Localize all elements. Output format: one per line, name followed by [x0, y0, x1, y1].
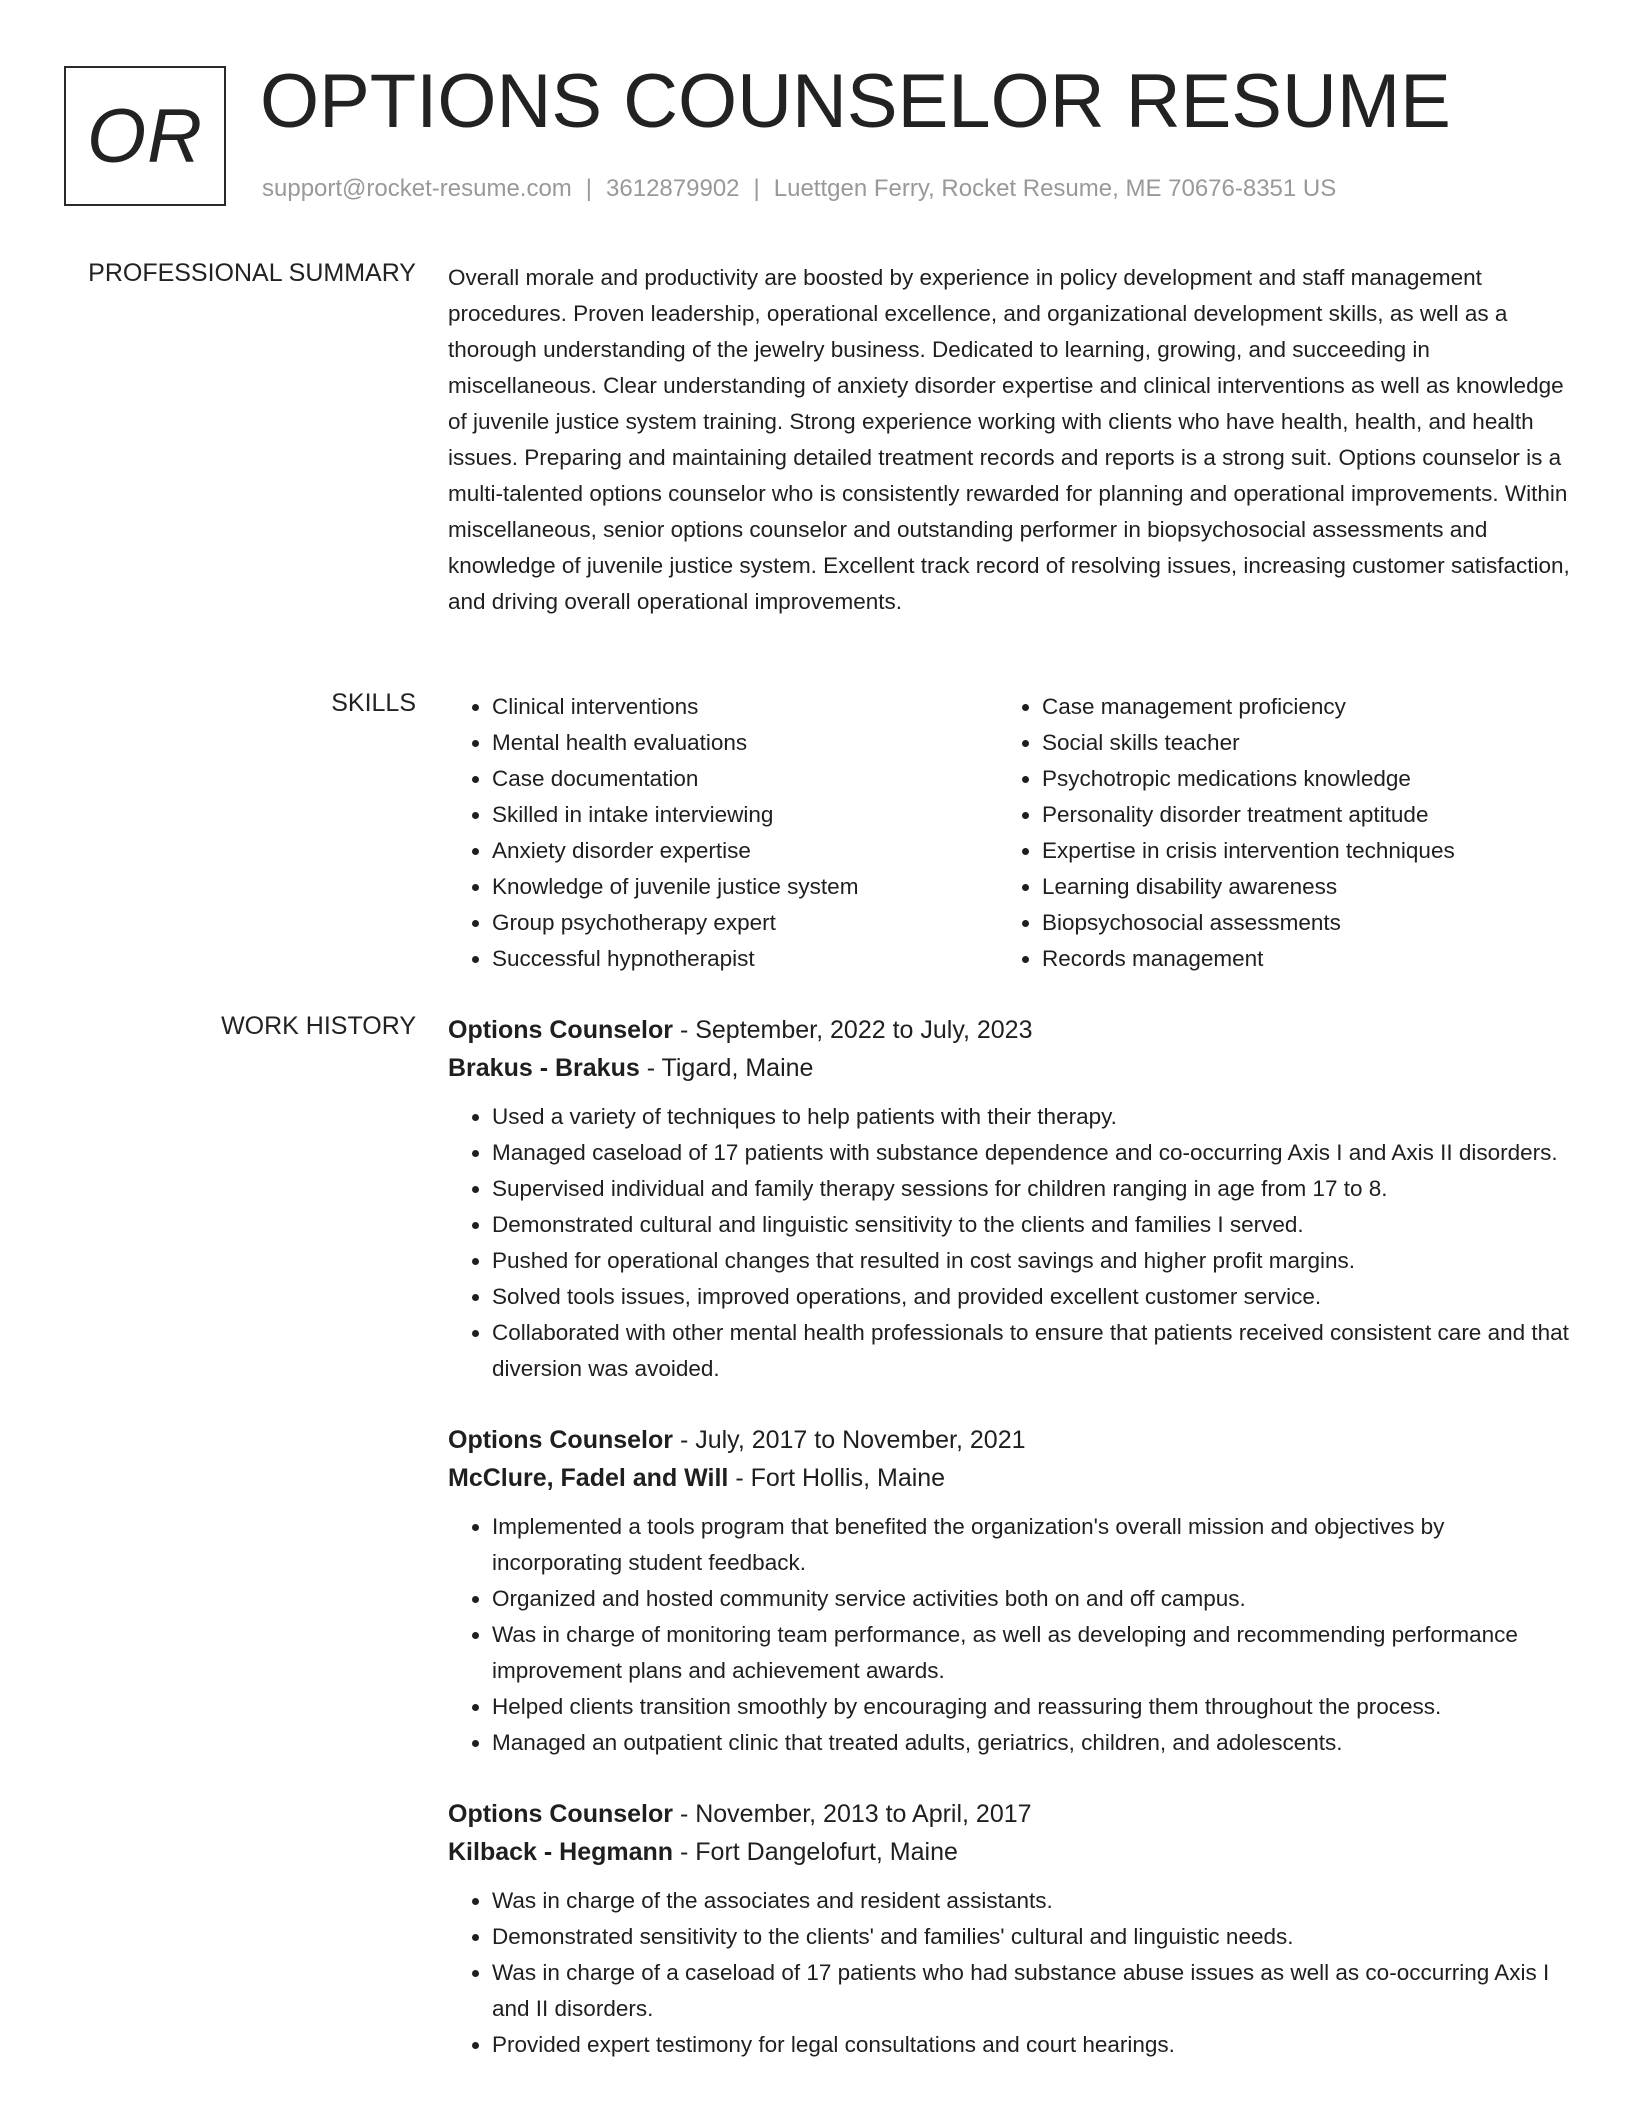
job-title: Options Counselor [448, 1800, 673, 1828]
job-location: - Tigard, Maine [639, 1054, 814, 1082]
skill-item: • Case management proficiency [1042, 689, 1548, 725]
job-bullet: • Was in charge of a caseload of 17 patients who had substance abuse issues as well as co-occurring Axis I and II disorders. [492, 1955, 1570, 2027]
job-company: Kilback - Hegmann [448, 1838, 674, 1866]
job-location: - Fort Hollis, Maine [728, 1464, 946, 1492]
job-bullet: • Provided expert testimony for legal consultations and court hearings. [492, 2027, 1570, 2063]
contact-separator: | [585, 175, 593, 202]
job-bullet: • Used a variety of techniques to help patients with their therapy. [492, 1099, 1570, 1135]
skill-item: • Personality disorder treatment aptitude [1042, 797, 1548, 833]
skill-item: • Group psychotherapy expert [492, 905, 998, 941]
job-bullet: • Was in charge of the associates and resident assistants. [492, 1883, 1570, 1919]
contact-line [262, 175, 1336, 203]
job-title-line [448, 1011, 1570, 1049]
job-bullet: • Demonstrated sensitivity to the clients' and families' cultural and linguistic needs. [492, 1919, 1570, 1955]
job-location: - Fort Dangelofurt, Maine [673, 1838, 958, 1866]
contact-separator: | [753, 175, 760, 202]
skills-list-right [998, 689, 1548, 977]
job-bullet-list [448, 1883, 1570, 2063]
job-bullet: • Collaborated with other mental health professionals to ensure that patients received consistent care and that diversion was avoided. [492, 1315, 1570, 1387]
skill-item: • Expertise in crisis intervention techniques [1042, 833, 1548, 869]
job-bullet: • Managed an outpatient clinic that treated adults, geriatrics, children, and adolescents. [492, 1725, 1570, 1761]
job-bullet: • Solved tools issues, improved operations, and provided excellent customer service. [492, 1279, 1570, 1315]
job-company-line [448, 1049, 1570, 1087]
contact-email[interactable]: support@rocket-resume.com [262, 175, 572, 202]
job-company: McClure, Fadel and Will [448, 1464, 729, 1492]
job-company-line [448, 1459, 1570, 1497]
skill-item: • Anxiety disorder expertise [492, 833, 998, 869]
job-bullet: • Pushed for operational changes that resulted in cost savings and higher profit margins. [492, 1243, 1570, 1279]
job-bullet: • Demonstrated cultural and linguistic sensitivity to the clients and families I served. [492, 1207, 1570, 1243]
job-bullet-list [448, 1509, 1570, 1761]
job-dates: - July, 2017 to November, 2021 [673, 1426, 1026, 1454]
skill-item: • Knowledge of juvenile justice system [492, 869, 998, 905]
skills-heading: SKILLS [331, 689, 416, 717]
job-title-line [448, 1421, 1570, 1459]
summary-heading: PROFESSIONAL SUMMARY [88, 259, 416, 287]
skill-item: • Mental health evaluations [492, 725, 998, 761]
job-company: Brakus - Brakus [448, 1054, 640, 1082]
job-title: Options Counselor [448, 1426, 673, 1454]
skill-item: • Social skills teacher [1042, 725, 1548, 761]
work-history-heading: WORK HISTORY [221, 1012, 416, 1040]
job-bullet-list [448, 1099, 1570, 1387]
contact-phone[interactable]: 3612879902 [606, 175, 740, 202]
job-entry [448, 1795, 1570, 2063]
skill-item: • Biopsychosocial assessments [1042, 905, 1548, 941]
job-entry [448, 1421, 1570, 1761]
job-entry [448, 1011, 1570, 1387]
job-bullet: • Was in charge of monitoring team performance, as well as developing and recommending performance improvement plans and achievement awards. [492, 1617, 1570, 1689]
summary-text: Overall morale and productivity are boosted by experience in policy development and staff management procedures. Proven leadership, operational excellence, and organizational development skills, as well as a thorough understanding of the jewelry business. Dedicated to learning, growing, and succeeding in miscellaneous. Clear understanding of anxiety disorder expertise and clinical interventions as well as knowledge of juvenile justice system training. Strong experience working with clients who have health, health, and health issues. Preparing and maintaining detailed treatment records and reports is a strong suit. Options counselor is a multi-talented options counselor who is consistently rewarded for planning and operational improvements. Within miscellaneous, senior options counselor and outstanding performer in biopsychosocial assessments and knowledge of juvenile justice system. Excellent track record of resolving issues, increasing customer satisfaction, and driving overall operational improvements. [448, 265, 1570, 614]
job-dates: - November, 2013 to April, 2017 [673, 1800, 1032, 1828]
summary-body [448, 260, 1570, 620]
job-bullet: • Organized and hosted community service activities both on and off campus. [492, 1581, 1570, 1617]
job-title-line [448, 1795, 1570, 1833]
job-title: Options Counselor [448, 1016, 673, 1044]
contact-address: Luettgen Ferry, Rocket Resume, ME 70676-8351 US [773, 175, 1337, 202]
work-history-body [448, 1011, 1570, 2097]
skills-list-left [448, 689, 998, 977]
job-bullet: • Supervised individual and family therapy sessions for children ranging in age from 17 to 8. [492, 1171, 1570, 1207]
skill-item: • Clinical interventions [492, 689, 998, 725]
job-dates: - September, 2022 to July, 2023 [673, 1016, 1033, 1044]
resume-title: OPTIONS COUNSELOR RESUME [260, 59, 1451, 144]
skill-item: • Psychotropic medications knowledge [1042, 761, 1548, 797]
skills-body [448, 689, 1570, 977]
monogram-logo: OR [64, 66, 226, 206]
skill-item: • Case documentation [492, 761, 998, 797]
skill-item: • Skilled in intake interviewing [492, 797, 998, 833]
job-bullet: • Managed caseload of 17 patients with substance dependence and co-occurring Axis I and Axis II disorders. [492, 1135, 1570, 1171]
job-bullet: • Implemented a tools program that benefited the organization's overall mission and objectives by incorporating student feedback. [492, 1509, 1570, 1581]
skill-item: • Records management [1042, 941, 1548, 977]
job-bullet: • Helped clients transition smoothly by encouraging and reassuring them throughout the process. [492, 1689, 1570, 1725]
skill-item: • Successful hypnotherapist [492, 941, 998, 977]
skill-item: • Learning disability awareness [1042, 869, 1548, 905]
job-company-line [448, 1833, 1570, 1871]
